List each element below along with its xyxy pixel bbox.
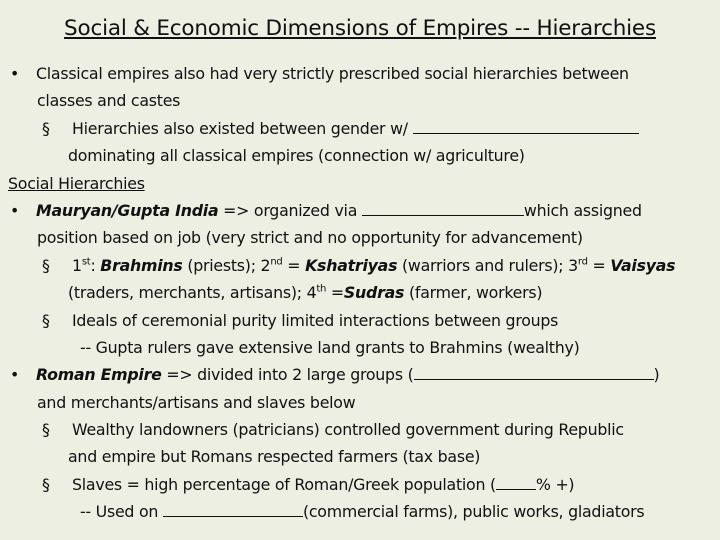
fill-in-blank xyxy=(163,501,303,517)
bullet-classical-empires: • Classical empires also had very strictly prescribed social hierarchies between xyxy=(8,60,713,87)
slide-title: Social & Economic Dimensions of Empires -- Hierarchies xyxy=(64,16,656,41)
bullet-icon: • xyxy=(10,365,20,385)
sub-bullet-icon: § xyxy=(42,310,50,330)
bullet-icon: • xyxy=(10,64,20,83)
sub-bullet-gender: § Hierarchies also existed between gender w/ xyxy=(8,115,713,142)
bullet-icon: • xyxy=(10,200,20,220)
fill-in-blank xyxy=(496,474,536,490)
bullet-rome: • Roman Empire => divided into 2 large groups ( ) xyxy=(8,361,713,388)
bullet-india: • Mauryan/Gupta India => organized via which assigned xyxy=(8,197,713,224)
fill-in-blank xyxy=(413,118,639,134)
sub-note-gupta: -- Gupta rulers gave extensive land grants to Brahmins (wealthy) xyxy=(80,337,580,357)
fill-in-blank xyxy=(414,364,654,380)
sub-bullet-icon: § xyxy=(42,255,50,275)
sub-bullet-icon: § xyxy=(42,474,50,494)
slide-body: • Classical empires also had very strictly prescribed social hierarchies between classes and castes § Hierarchies also existed between gender w/ dominating all classical empires (connection w/ agriculture) Social Hierarchies • Mauryan/Gupta India => organized via which assigned position based on job (very strict and no opportunity for advancement) § 1st: Brahmins (priests); 2nd = Kshatriyas (warriors and rulers); 3rd = Vaisyas (traders, merchants, artisans); 4th =Sudras (farmer, workers) § Ideals of ceremonial purity limited interactions between groups -- Gupta rulers gave extensive land grants to Brahmins (wealthy) • Roman Empire => divided into 2 large groups ( ) and merchants/artisans and slaves below § Wealthy landowners (patricians) controlled government during Republic and empire but Romans respected farmers (tax base) § Slaves = high percentage of Roman/Greek population ( % +) -- Used on (commercial farms), public works, gladiators xyxy=(8,60,713,526)
sub-note-slaves: -- Used on (commercial farms), public works, gladiators xyxy=(80,502,645,522)
sub-bullet-icon: § xyxy=(42,420,50,440)
sub-bullet-slaves: § Slaves = high percentage of Roman/Greek population ( % +) xyxy=(8,471,713,498)
sub-bullet-castes: § 1st: Brahmins (priests); 2nd = Kshatriyas (warriors and rulers); 3rd = Vaisyas xyxy=(8,252,713,279)
fill-in-blank xyxy=(362,200,524,216)
sub-bullet-purity: § Ideals of ceremonial purity limited interactions between groups xyxy=(8,307,713,334)
section-heading: Social Hierarchies xyxy=(8,173,145,193)
sub-bullet-landowners: § Wealthy landowners (patricians) controlled government during Republic xyxy=(8,416,713,443)
sub-bullet-icon: § xyxy=(42,118,50,138)
